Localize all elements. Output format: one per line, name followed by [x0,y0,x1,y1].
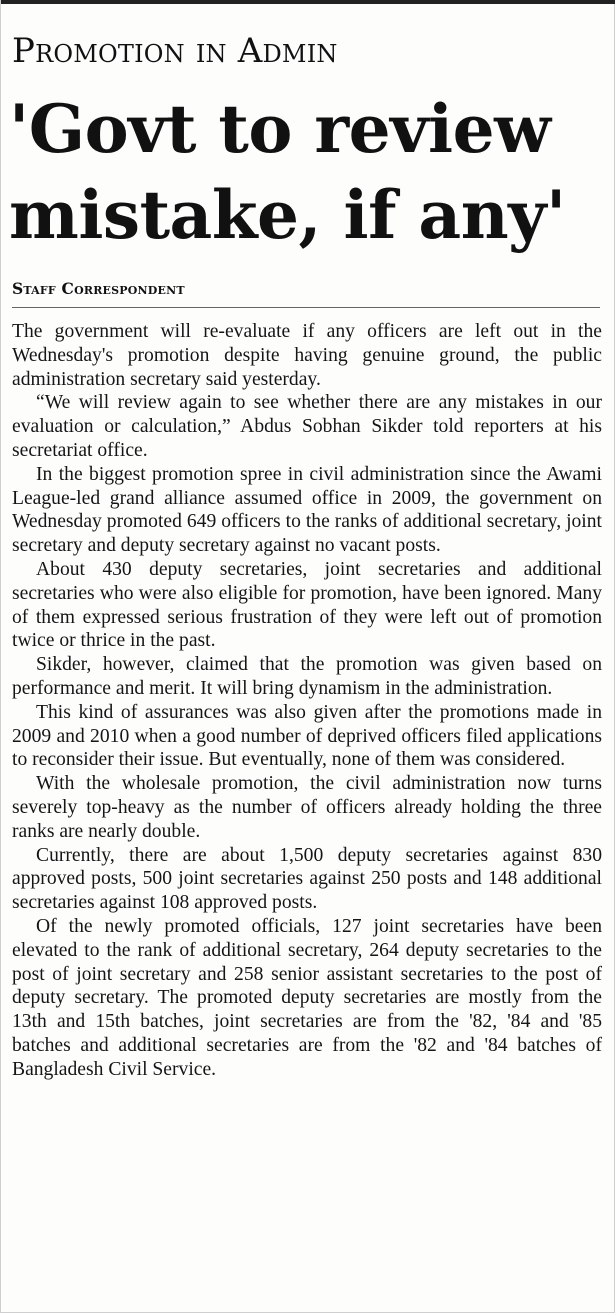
article-body [12,320,602,1082]
kicker: Promotion in Admin [12,31,338,71]
paragraph: Currently, there are about 1,500 deputy secretaries against 830 approved posts, 500 joint secretaries against 250 posts and 148 additional secretaries against 108 approved posts. [12,844,602,914]
paragraph: This kind of assurances was also given after the promotions made in 2009 and 2010 when a good number of deprived officers filed applications to reconsider their issue. But eventually, none of them was considered. [12,701,602,771]
paragraph: In the biggest promotion spree in civil administration since the Awami League-led grand alliance assumed office in 2009, the government on Wednesday promoted 649 officers to the ranks of additional secretary, joint secretary and deputy secretary against no vacant posts. [12,463,602,557]
byline: Staff Correspondent [12,279,185,298]
headline: 'Govt to review mistake, if any' [9,90,566,254]
paragraph: With the wholesale promotion, the civil administration now turns severely top-heavy as the number of officers already holding the three ranks are nearly double. [12,773,602,842]
paragraph: The government will re-evaluate if any officers are left out in the Wednesday's promotion despite having genuine ground, the public administration secretary said yesterday. [12,321,602,390]
byline-divider [12,307,600,308]
paragraph: “We will review again to see whether there are any mistakes in our evaluation or calculation,” Abdus Sobhan Sikder told reporters at his secretariat office. [12,392,602,461]
paragraph: Sikder, however, claimed that the promotion was given based on performance and merit. It will bring dynamism in the administration. [12,654,602,699]
paragraph: About 430 deputy secretaries, joint secretaries and additional secretaries who were also eligible for promotion, have been ignored. Many of them expressed serious frustration of they were left out of promotion twice or thrice in the past. [12,558,602,652]
paragraph: Of the newly promoted officials, 127 joint secretaries have been elevated to the rank of additional secretary, 264 deputy secretaries to the post of joint secretary and 258 senior assistant secretaries to the post of deputy secretary. The promoted deputy secretaries are mostly from the 13th and 15th batches, joint secretaries are from the '82, '84 and '85 batches and additional secretaries are from the '82 and '84 batches of Bangladesh Civil Service. [12,915,602,1080]
top-rule [1,0,615,4]
